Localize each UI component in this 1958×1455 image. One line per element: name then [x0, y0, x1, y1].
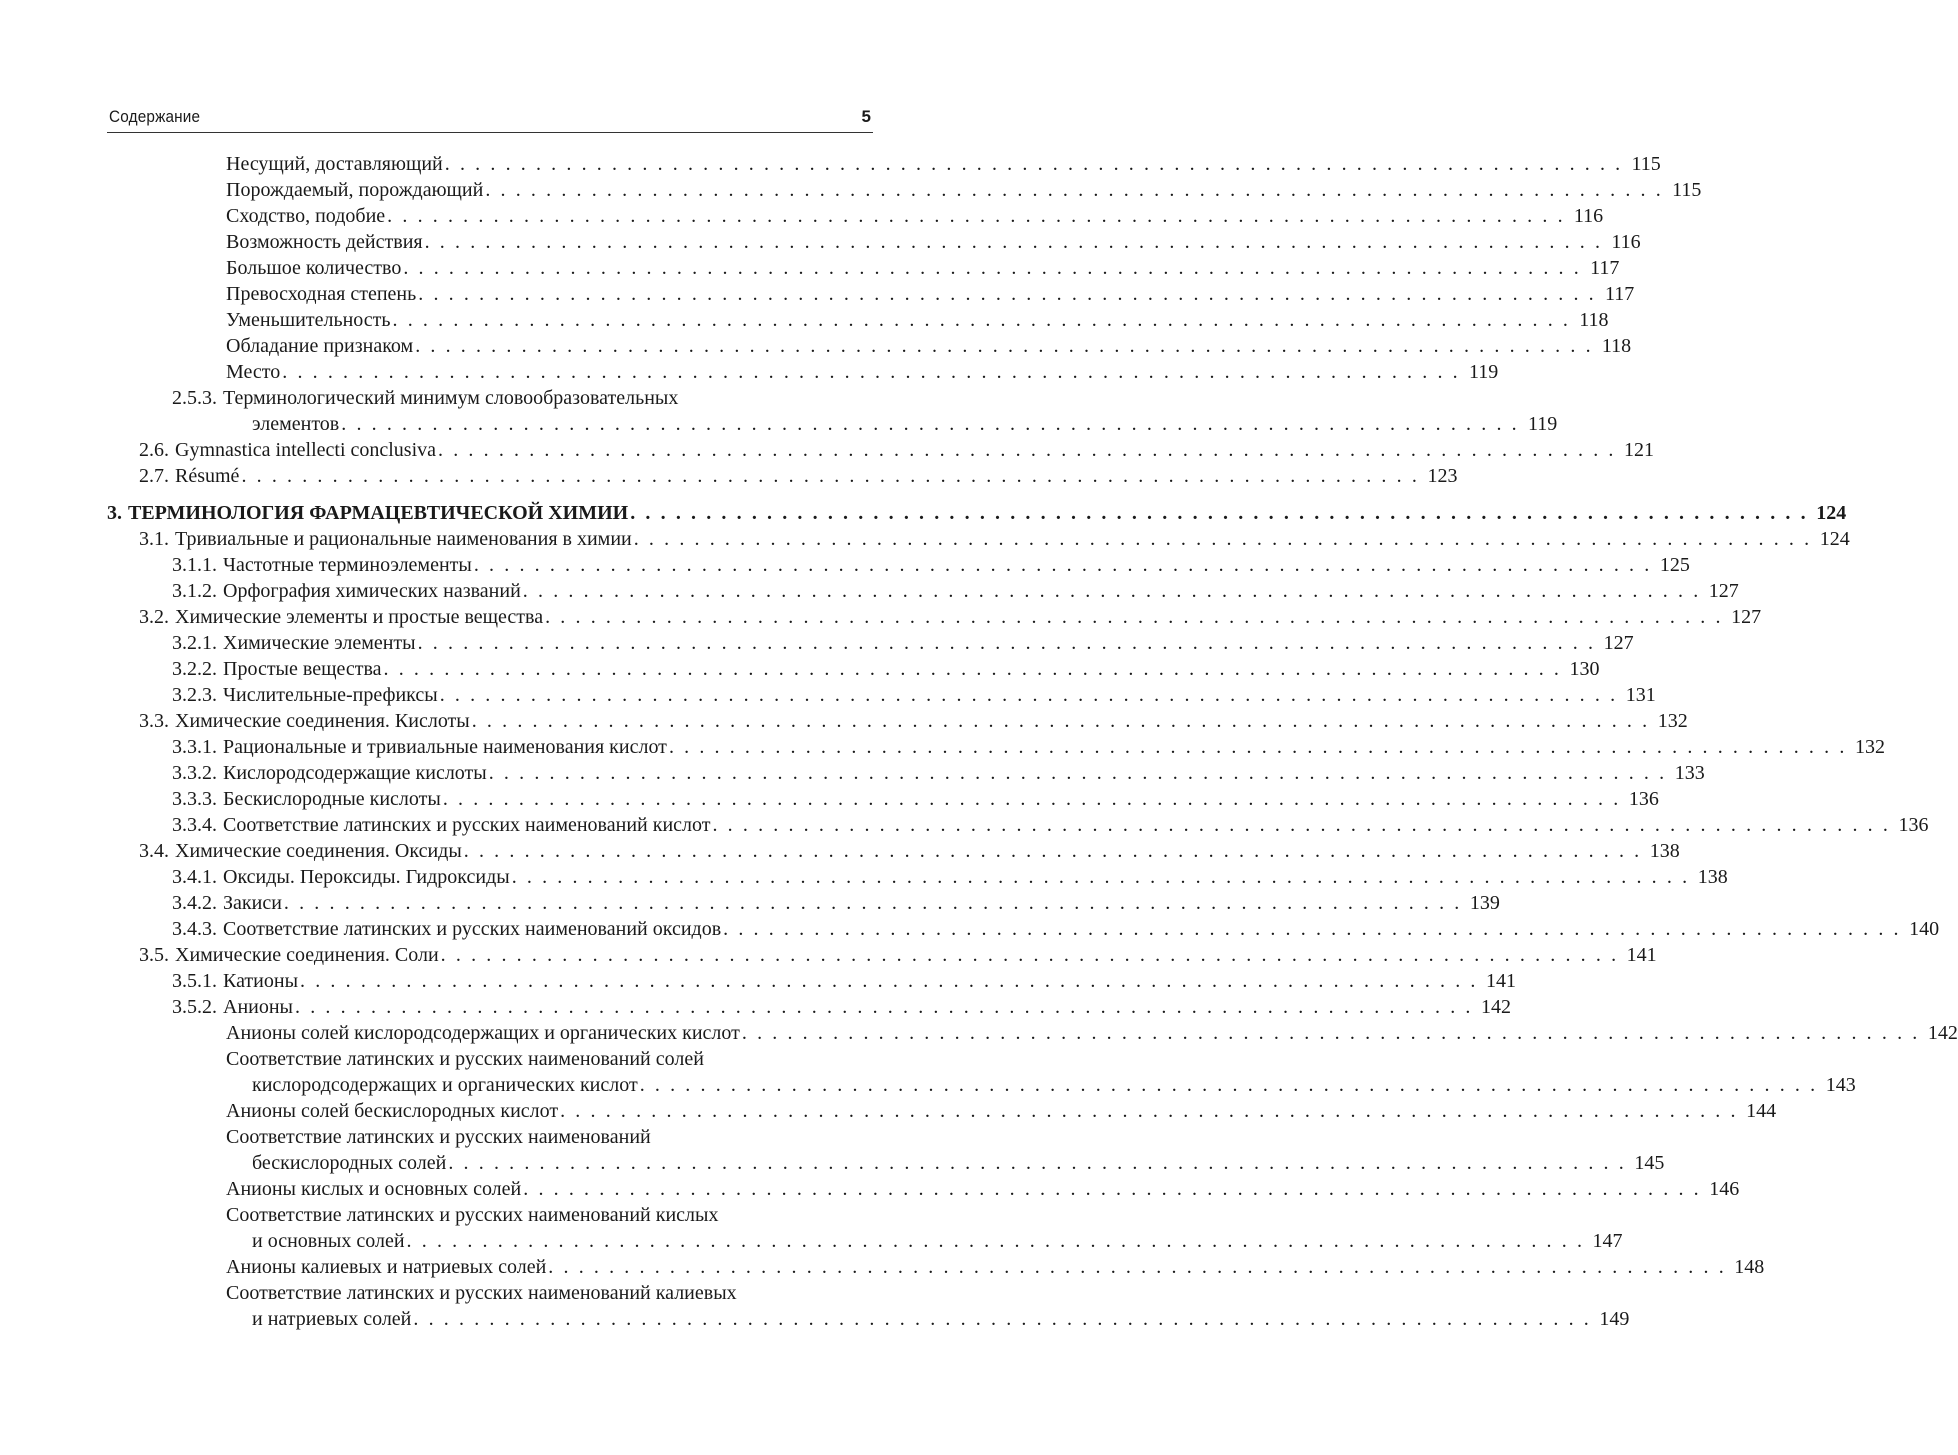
- toc-entry: [226, 1098, 1777, 1124]
- toc-entry: [226, 1280, 737, 1306]
- toc-entry-page: 124: [1819, 528, 1850, 550]
- toc-entry: [252, 1228, 1623, 1254]
- toc-entry-page: 136: [1898, 814, 1929, 836]
- toc-entry: [226, 281, 1635, 307]
- toc-entry-number: 3.5.: [139, 944, 169, 966]
- toc-entry-title: Несущий, доставляющий: [226, 153, 443, 175]
- dot-leader: . . . . . . . . . . . . . . . . . . . . . . . . . . . . . . . . . . . . . . . . . . . . . . . . . . . . . . . . . . . . . . . . . . . . . . . . . . . . . .: [418, 283, 1597, 305]
- toc-entry-number: 3.2.2.: [172, 658, 217, 680]
- toc-entry: [226, 1176, 1740, 1202]
- dot-leader: . . . . . . . . . . . . . . . . . . . . . . . . . . . . . . . . . . . . . . . . . . . . . . . . . . . . . . . . . . . . . . . . . . . . . . . . . . . . . .: [439, 684, 1618, 706]
- toc-entry: [226, 1202, 718, 1228]
- toc-entry-title: Анионы кислых и основных солей: [226, 1178, 522, 1200]
- toc-entry-page: 118: [1579, 309, 1609, 331]
- toc-entry-title: Gymnastica intellecti conclusiva: [175, 439, 437, 461]
- toc-entry: [226, 151, 1661, 177]
- toc-entry-page: 115: [1631, 153, 1661, 175]
- toc-entry-page: 116: [1611, 231, 1641, 253]
- toc-entry-page: 145: [1634, 1152, 1665, 1174]
- toc-entry: [252, 411, 1558, 437]
- toc-entry: [226, 203, 1604, 229]
- toc-entry-page: 132: [1657, 710, 1688, 732]
- dot-leader: . . . . . . . . . . . . . . . . . . . . . . . . . . . . . . . . . . . . . . . . . . . . . . . . . . . . . . . . . . . . . . . . . . . . . . . . . . . . . .: [712, 814, 1891, 836]
- toc-entry-title: Большое количество: [226, 257, 402, 279]
- toc-entry: [226, 1124, 651, 1150]
- toc-entry-title: Соответствие латинских и русских наименований солей: [226, 1048, 704, 1070]
- toc-entry-number: 3.5.1.: [172, 970, 217, 992]
- toc-entry-page: 115: [1672, 179, 1702, 201]
- toc-entry-number: 2.7.: [139, 465, 169, 487]
- toc-entry-page: 121: [1624, 439, 1655, 461]
- toc-entry-title: Химические соединения. Соли: [175, 944, 439, 966]
- dot-leader: . . . . . . . . . . . . . . . . . . . . . . . . . . . . . . . . . . . . . . . . . . . . . . . . . . . . . . . . . . . . . . . . . . . . . . . . . . . . . .: [523, 1178, 1702, 1200]
- toc-entry-number: 2.6.: [139, 439, 169, 461]
- toc-entry-title: Соответствие латинских и русских наименований оксидов: [223, 918, 722, 940]
- toc-entry-number: 3.2.1.: [172, 632, 217, 654]
- toc-entry: [172, 812, 1929, 838]
- toc-entry-number: 3.3.1.: [172, 736, 217, 758]
- toc-entry: [107, 500, 1847, 526]
- toc-entry: [226, 307, 1609, 333]
- dot-leader: . . . . . . . . . . . . . . . . . . . . . . . . . . . . . . . . . . . . . . . . . . . . . . . . . . . . . . . . . . . . . . . . . . . . . . . . . . . . . .: [471, 710, 1650, 732]
- toc-entry: [139, 708, 1688, 734]
- toc-entry-page: 117: [1605, 283, 1635, 305]
- toc-entry-number: 3.2.3.: [172, 684, 217, 706]
- toc-entry-page: 131: [1625, 684, 1656, 706]
- toc-entry: [252, 1306, 1630, 1332]
- toc-entry: [139, 604, 1762, 630]
- toc-entry-number: 3.2.: [139, 606, 169, 628]
- toc-entry: [172, 578, 1739, 604]
- toc-entry-page: 139: [1469, 892, 1500, 914]
- toc-entry: [172, 552, 1690, 578]
- toc-entry-page: 148: [1734, 1256, 1765, 1278]
- dot-leader: . . . . . . . . . . . . . . . . . . . . . . . . . . . . . . . . . . . . . . . . . . . . . . . . . . . . . . . . . . . . . . . . . . . . . . . . . . . . . .: [473, 554, 1652, 576]
- toc-entry: [139, 942, 1657, 968]
- dot-leader: . . . . . . . . . . . . . . . . . . . . . . . . . . . . . . . . . . . . . . . . . . . . . . . . . . . . . . . . . . . . . . . . . . . . . . . . . . . . . .: [415, 335, 1594, 357]
- toc-entry-title-continuation: и натриевых солей: [252, 1308, 412, 1330]
- dot-leader: . . . . . . . . . . . . . . . . . . . . . . . . . . . . . . . . . . . . . . . . . . . . . . . . . . . . . . . . . . . . . . . . . . . . . . . . . . . . . .: [485, 179, 1664, 201]
- toc-entry: [226, 229, 1641, 255]
- dot-leader: . . . . . . . . . . . . . . . . . . . . . . . . . . . . . . . . . . . . . . . . . . . . . . . . . . . . . . . . . . . . . . . . . . . . . . . . . . . . . .: [413, 1308, 1592, 1330]
- toc-entry-title: ТЕРМИНОЛОГИЯ ФАРМАЦЕВТИЧЕСКОЙ ХИМИИ: [128, 502, 629, 524]
- dot-leader: . . . . . . . . . . . . . . . . . . . . . . . . . . . . . . . . . . . . . . . . . . . . . . . . . . . . . . . . . . . . . . . . . . . . . . . . . . . . . .: [283, 892, 1462, 914]
- dot-leader: . . . . . . . . . . . . . . . . . . . . . . . . . . . . . . . . . . . . . . . . . . . . . . . . . . . . . . . . . . . . . . . . . . . . . . . . . . . . . .: [403, 257, 1582, 279]
- toc-entry-number: 2.5.3.: [172, 387, 217, 409]
- toc-entry-title: Тривиальные и рациональные наименования в химии: [175, 528, 632, 550]
- toc-entry-page: 136: [1628, 788, 1659, 810]
- toc-entry-number: 3.4.1.: [172, 866, 217, 888]
- toc-entry-title: Рациональные и тривиальные наименования кислот: [223, 736, 667, 758]
- toc-entry-page: 116: [1573, 205, 1604, 227]
- toc-entry-title: Порождаемый, порождающий: [226, 179, 484, 201]
- toc-entry-title-continuation: кислородсодержащих и органических кислот: [252, 1074, 638, 1096]
- dot-leader: . . . . . . . . . . . . . . . . . . . . . . . . . . . . . . . . . . . . . . . . . . . . . . . . . . . . . . . . . . . . . . . . . . . . . . . . . . . . . .: [448, 1152, 1627, 1174]
- toc-entry-title: Сходство, подобие: [226, 205, 386, 227]
- toc-entry: [252, 1072, 1856, 1098]
- toc-entry: [172, 864, 1728, 890]
- page-number: 5: [861, 107, 871, 126]
- toc-entry-title: Соответствие латинских и русских наименований кислот: [223, 814, 711, 836]
- toc-entry-page: 146: [1709, 1178, 1740, 1200]
- toc-entry-title: Химические элементы: [223, 632, 416, 654]
- toc-entry-number: 3.5.2.: [172, 996, 217, 1018]
- toc-entry-number: 3.: [107, 502, 122, 524]
- dot-leader: . . . . . . . . . . . . . . . . . . . . . . . . . . . . . . . . . . . . . . . . . . . . . . . . . . . . . . . . . . . . . . . . . . . . . . . . . . . . . .: [741, 1022, 1920, 1044]
- dot-leader: . . . . . . . . . . . . . . . . . . . . . . . . . . . . . . . . . . . . . . . . . . . . . . . . . . . . . . . . . . . . . . . . . . . . . . . . . . . . . .: [545, 606, 1724, 628]
- toc-entry-page: 138: [1697, 866, 1728, 888]
- toc-entry-title: Простые вещества: [223, 658, 382, 680]
- toc-entry-page: 118: [1601, 335, 1632, 357]
- toc-entry: [172, 890, 1500, 916]
- toc-entry: [172, 916, 1940, 942]
- toc-entry-title: Закиси: [223, 892, 282, 914]
- toc-entry-page: 147: [1592, 1230, 1623, 1252]
- toc-entry: [139, 838, 1680, 864]
- dot-leader: . . . . . . . . . . . . . . . . . . . . . . . . . . . . . . . . . . . . . . . . . . . . . . . . . . . . . . . . . . . . . . . . . . . . . . . . . . . . . .: [444, 153, 1623, 175]
- dot-leader: . . . . . . . . . . . . . . . . . . . . . . . . . . . . . . . . . . . . . . . . . . . . . . . . . . . . . . . . . . . . . . . . . . . . . . . . . . . . . .: [392, 309, 1571, 331]
- toc-entry: [226, 1254, 1765, 1280]
- toc-entry-page: 141: [1486, 970, 1517, 992]
- dot-leader: . . . . . . . . . . . . . . . . . . . . . . . . . . . . . . . . . . . . . . . . . . . . . . . . . . . . . . . . . . . . . . . . . . . . . . . . . . . . . .: [440, 944, 1619, 966]
- toc-entry-page: 144: [1746, 1100, 1777, 1122]
- toc-entry-number: 3.3.: [139, 710, 169, 732]
- dot-leader: . . . . . . . . . . . . . . . . . . . . . . . . . . . . . . . . . . . . . . . . . . . . . . . . . . . . . . . . . . . . . . . . . . . . . . . . . . . . . .: [522, 580, 1701, 602]
- toc-entry-title: Соответствие латинских и русских наименований кислых: [226, 1204, 719, 1226]
- toc-entry-title: Химические элементы и простые вещества: [175, 606, 544, 628]
- toc-entry-page: 141: [1626, 944, 1657, 966]
- toc-entry: [226, 177, 1702, 203]
- toc-entry-title: Числительные-префиксы: [223, 684, 438, 706]
- toc-entry-page: 140: [1909, 918, 1940, 940]
- toc-entry-number: 3.4.3.: [172, 918, 217, 940]
- toc-entry: [226, 255, 1620, 281]
- dot-leader: . . . . . . . . . . . . . . . . . . . . . . . . . . . . . . . . . . . . . . . . . . . . . . . . . . . . . . . . . . . . . . . . . . . . . . . . . . . . . .: [406, 1230, 1585, 1252]
- toc-entry-number: 3.4.: [139, 840, 169, 862]
- toc-entry: [172, 630, 1634, 656]
- toc-entry: [226, 359, 1499, 385]
- toc-entry: [172, 656, 1600, 682]
- dot-leader: . . . . . . . . . . . . . . . . . . . . . . . . . . . . . . . . . . . . . . . . . . . . . . . . . . . . . . . . . . . . . . . . . . . . . . . . . . . . . .: [424, 231, 1603, 253]
- toc-entry-title: Место: [226, 361, 281, 383]
- toc-entry-page: 138: [1649, 840, 1680, 862]
- dot-leader: . . . . . . . . . . . . . . . . . . . . . . . . . . . . . . . . . . . . . . . . . . . . . . . . . . . . . . . . . . . . . . . . . . . . . . . . . . . . . .: [639, 1074, 1818, 1096]
- toc-entry-title: Анионы калиевых и натриевых солей: [226, 1256, 547, 1278]
- dot-leader: . . . . . . . . . . . . . . . . . . . . . . . . . . . . . . . . . . . . . . . . . . . . . . . . . . . . . . . . . . . . . . . . . . . . . . . . . . . . . .: [442, 788, 1621, 810]
- toc-entry-page: 142: [1481, 996, 1511, 1018]
- toc-entry-title: Бескислородные кислоты: [223, 788, 441, 810]
- dot-leader: . . . . . . . . . . . . . . . . . . . . . . . . . . . . . . . . . . . . . . . . . . . . . . . . . . . . . . . . . . . . . . . . . . . . . . . . . . . . . .: [282, 361, 1461, 383]
- running-header-section: Содержание: [109, 107, 201, 126]
- toc-entry-number: 3.3.4.: [172, 814, 217, 836]
- toc-entry: [139, 526, 1850, 552]
- toc-entry-page: 125: [1659, 554, 1690, 576]
- toc-entry-page: 127: [1731, 606, 1762, 628]
- toc-entry-title: Соответствие латинских и русских наименований: [226, 1126, 651, 1148]
- toc-entry-title: Соответствие латинских и русских наименований калиевых: [226, 1282, 737, 1304]
- dot-leader: . . . . . . . . . . . . . . . . . . . . . . . . . . . . . . . . . . . . . . . . . . . . . . . . . . . . . . . . . . . . . . . . . . . . . . . . . . . . . .: [438, 439, 1617, 461]
- toc-entry-title: Анионы солей кислородсодержащих и органических кислот: [226, 1022, 740, 1044]
- dot-leader: . . . . . . . . . . . . . . . . . . . . . . . . . . . . . . . . . . . . . . . . . . . . . . . . . . . . . . . . . . . . . . . . . . . . . . . . . . . . . .: [548, 1256, 1727, 1278]
- toc-entry: [139, 463, 1458, 489]
- dot-leader: . . . . . . . . . . . . . . . . . . . . . . . . . . . . . . . . . . . . . . . . . . . . . . . . . . . . . . . . . . . . . . . . . . . . . . . . . . . . . .: [511, 866, 1690, 888]
- dot-leader: . . . . . . . . . . . . . . . . . . . . . . . . . . . . . . . . . . . . . . . . . . . . . . . . . . . . . . . . . . . . . . . . . . . . . . . . . . . . . .: [417, 632, 1596, 654]
- toc-entry: [172, 968, 1517, 994]
- toc-entry-page: 133: [1674, 762, 1705, 784]
- toc-entry-title: Обладание признаком: [226, 335, 414, 357]
- dot-leader: . . . . . . . . . . . . . . . . . . . . . . . . . . . . . . . . . . . . . . . . . . . . . . . . . . . . . . . . . . . . . . . . . . . . . . . . . . . . . .: [463, 840, 1642, 862]
- dot-leader: . . . . . . . . . . . . . . . . . . . . . . . . . . . . . . . . . . . . . . . . . . . . . . . . . . . . . . . . . . . . . . . . . . . . . . . . . . . . . .: [387, 205, 1566, 227]
- toc-entry-page: 124: [1816, 502, 1847, 524]
- toc-entry-page: 119: [1468, 361, 1499, 383]
- toc-entry: [226, 1046, 704, 1072]
- toc-entry: [172, 682, 1656, 708]
- toc-entry-title: Возможность действия: [226, 231, 423, 253]
- toc-entry-title: Превосходная степень: [226, 283, 417, 305]
- toc-entry-title: Химические соединения. Оксиды: [175, 840, 462, 862]
- toc-entry-title: Катионы: [223, 970, 299, 992]
- toc-entry-number: 3.1.: [139, 528, 169, 550]
- toc-entry: [172, 994, 1511, 1020]
- toc-entry-page: 130: [1569, 658, 1600, 680]
- toc-entry-page: 132: [1854, 736, 1885, 758]
- dot-leader: . . . . . . . . . . . . . . . . . . . . . . . . . . . . . . . . . . . . . . . . . . . . . . . . . . . . . . . . . . . . . . . . . . . . . . . . . . . . . .: [300, 970, 1479, 992]
- toc-entry-page: 143: [1825, 1074, 1856, 1096]
- toc-entry-page: 117: [1590, 257, 1620, 279]
- toc-entry: [172, 385, 678, 411]
- toc-entry-title-continuation: бескислородных солей: [252, 1152, 447, 1174]
- toc-entry-title: Анионы солей бескислородных кислот: [226, 1100, 559, 1122]
- dot-leader: . . . . . . . . . . . . . . . . . . . . . . . . . . . . . . . . . . . . . . . . . . . . . . . . . . . . . . . . . . . . . . . . . . . . . . . . . . . . . .: [560, 1100, 1739, 1122]
- toc-entry-title-continuation: элементов: [252, 413, 340, 435]
- toc-entry-number: 3.1.1.: [172, 554, 217, 576]
- dot-leader: . . . . . . . . . . . . . . . . . . . . . . . . . . . . . . . . . . . . . . . . . . . . . . . . . . . . . . . . . . . . . . . . . . . . . . . . . . . . . .: [241, 465, 1420, 487]
- dot-leader: . . . . . . . . . . . . . . . . . . . . . . . . . . . . . . . . . . . . . . . . . . . . . . . . . . . . . . . . . . . . . . . . . . . . . . . . . . . . . .: [383, 658, 1562, 680]
- toc-entry-title: Уменьшительность: [226, 309, 391, 331]
- toc-entry-title: Résumé: [175, 465, 240, 487]
- toc-entry-title: Частотные терминоэлементы: [223, 554, 472, 576]
- toc-entry-number: 3.1.2.: [172, 580, 217, 602]
- dot-leader: . . . . . . . . . . . . . . . . . . . . . . . . . . . . . . . . . . . . . . . . . . . . . . . . . . . . . . . . . . . . . . . . . . . . . . . . . . . . . .: [630, 502, 1809, 524]
- toc-entry-number: 3.3.2.: [172, 762, 217, 784]
- dot-leader: . . . . . . . . . . . . . . . . . . . . . . . . . . . . . . . . . . . . . . . . . . . . . . . . . . . . . . . . . . . . . . . . . . . . . . . . . . . . . .: [341, 413, 1520, 435]
- toc-entry: [226, 333, 1632, 359]
- toc-entry-title: Орфография химических названий: [223, 580, 521, 602]
- toc-entry: [172, 786, 1659, 812]
- toc-entry-page: 149: [1599, 1308, 1630, 1330]
- toc-entry: [252, 1150, 1665, 1176]
- toc-entry-number: 3.3.3.: [172, 788, 217, 810]
- toc-entry-title: Химические соединения. Кислоты: [175, 710, 470, 732]
- toc-entry-page: 119: [1527, 413, 1558, 435]
- toc-entry-page: 127: [1603, 632, 1634, 654]
- toc-entry: [226, 1020, 1958, 1046]
- toc-entry: [172, 760, 1705, 786]
- dot-leader: . . . . . . . . . . . . . . . . . . . . . . . . . . . . . . . . . . . . . . . . . . . . . . . . . . . . . . . . . . . . . . . . . . . . . . . . . . . . . .: [668, 736, 1847, 758]
- toc-entry-number: 3.4.2.: [172, 892, 217, 914]
- dot-leader: . . . . . . . . . . . . . . . . . . . . . . . . . . . . . . . . . . . . . . . . . . . . . . . . . . . . . . . . . . . . . . . . . . . . . . . . . . . . . .: [633, 528, 1812, 550]
- toc-entry-title-continuation: и основных солей: [252, 1230, 405, 1252]
- toc-entry-page: 142: [1927, 1022, 1958, 1044]
- toc-entry-title: Кислородсодержащие кислоты: [223, 762, 487, 784]
- toc-entry-page: 127: [1708, 580, 1739, 602]
- toc-entry-page: 123: [1427, 465, 1458, 487]
- dot-leader: . . . . . . . . . . . . . . . . . . . . . . . . . . . . . . . . . . . . . . . . . . . . . . . . . . . . . . . . . . . . . . . . . . . . . . . . . . . . . .: [723, 918, 1902, 940]
- dot-leader: . . . . . . . . . . . . . . . . . . . . . . . . . . . . . . . . . . . . . . . . . . . . . . . . . . . . . . . . . . . . . . . . . . . . . . . . . . . . . .: [488, 762, 1667, 784]
- toc-entry: [139, 437, 1655, 463]
- toc-entry-title: Анионы: [223, 996, 293, 1018]
- toc-entry: [172, 734, 1885, 760]
- toc-entry-title: Оксиды. Пероксиды. Гидроксиды: [223, 866, 510, 888]
- toc-entry-title: Терминологический минимум словообразовательных: [223, 387, 679, 409]
- dot-leader: . . . . . . . . . . . . . . . . . . . . . . . . . . . . . . . . . . . . . . . . . . . . . . . . . . . . . . . . . . . . . . . . . . . . . . . . . . . . . .: [295, 996, 1473, 1018]
